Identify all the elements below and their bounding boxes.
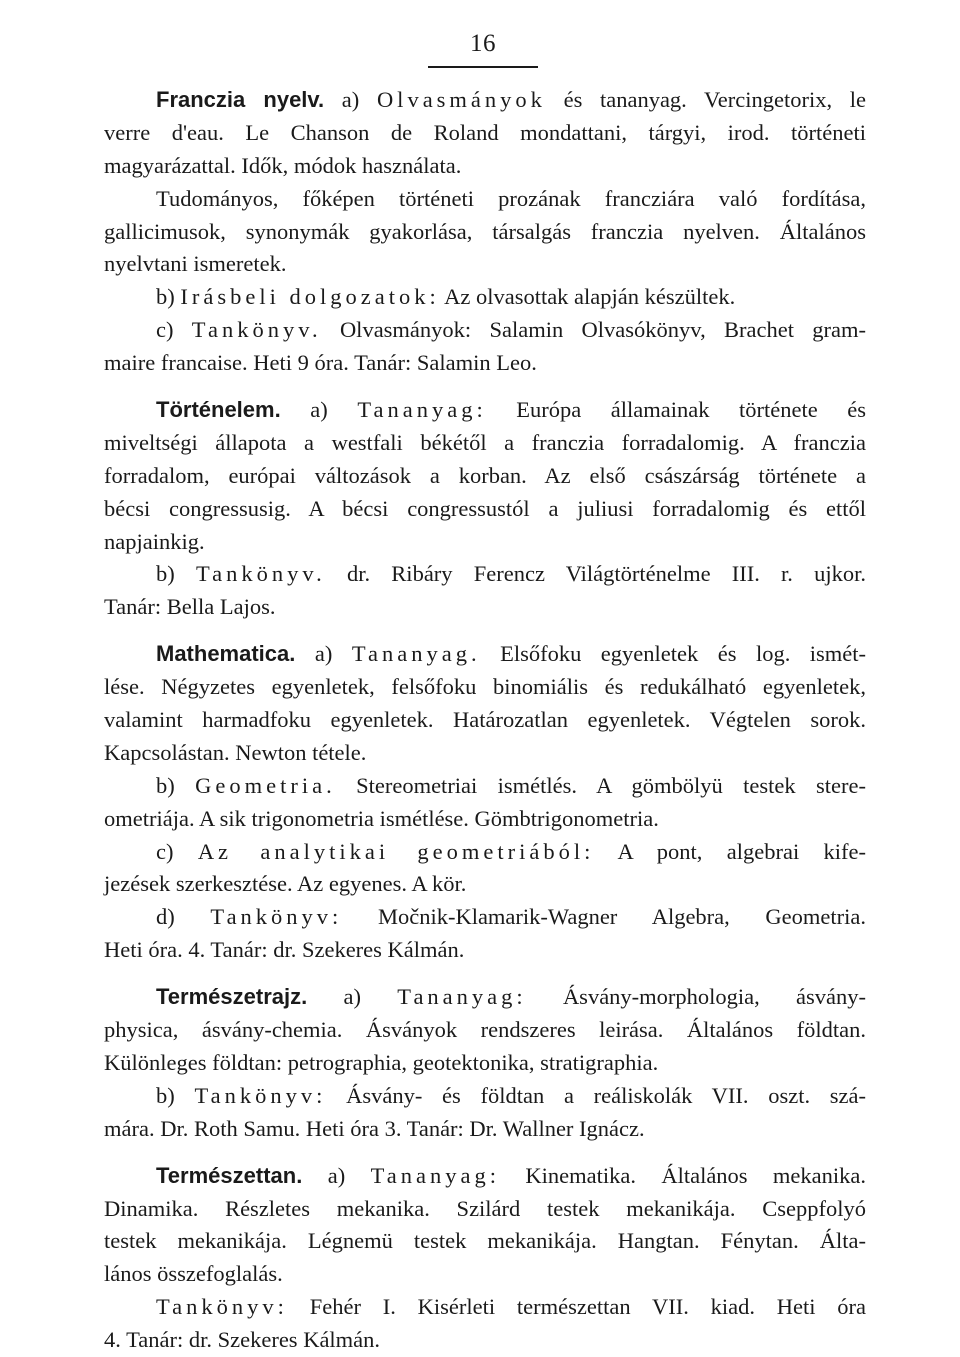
- text-line: verre d'eau. Le Chanson de Roland mondattani, tárgyi, irod. történeti: [104, 119, 866, 145]
- text-line: valamint harmadfoku egyenletek. Határozatlan egyenletek. Végtelen sorok.: [104, 707, 866, 733]
- text-line: miveltségi állapota a westfali békétől a franczia forradalomig. A franczia: [104, 429, 866, 455]
- line-text: Fehér I. Kisérleti természettan VII. kiad. Heti óra: [309, 1294, 867, 1320]
- text-line: Dinamika. Részletes mekanika. Szilárd testek mekanikája. Cseppfolyó: [104, 1195, 866, 1221]
- line-text: Ásvány- és földtan a reáliskolák VII. oszt. szá-: [346, 1082, 867, 1108]
- spaced-term: Tankönyv:: [194, 1082, 327, 1108]
- text-line: ometriája. A sik trigonometria ismétlése. Gömbtrigonometria.: [104, 805, 659, 831]
- item-label: b): [156, 772, 175, 798]
- spaced-term: Tananyag.: [351, 641, 481, 667]
- spaced-term: Olvasmányok: [376, 87, 546, 112]
- text-line: [104, 558, 866, 591]
- text-line: Tudományos, főképen történeti prozának francziára való fordítása,: [156, 185, 866, 211]
- text-line: [104, 981, 866, 1014]
- text-line: Heti óra. 4. Tanár: dr. Szekeres Kálmán.: [104, 937, 465, 963]
- item-label: c): [156, 317, 174, 343]
- spaced-term: Az analytikai geometriából:: [197, 838, 595, 864]
- text-line: Különleges földtan: petrographia, geotektonika, stratigraphia.: [104, 1049, 659, 1075]
- text-line: jezések szerkesztése. Az egyenes. A kör.: [104, 871, 467, 897]
- page-number-rule: [428, 66, 538, 68]
- text-line: mára. Dr. Roth Samu. Heti óra 3. Tanár: Dr. Wallner Ignácz.: [104, 1115, 645, 1141]
- page-body: [104, 84, 866, 1357]
- line-text: Az olvasottak alapján készültek.: [444, 284, 736, 310]
- text-line: Tanár: Bella Lajos.: [104, 594, 276, 620]
- text-line: [104, 314, 866, 347]
- text-line: magyarázattal. Idők, módok használata.: [104, 152, 462, 178]
- text-line: napjainkig.: [104, 528, 205, 554]
- item-label: c): [156, 838, 174, 864]
- item-label: b): [156, 1082, 175, 1108]
- item-label: d): [156, 904, 175, 930]
- text-line: [104, 638, 866, 671]
- line-text: Kinematika. Általános mekanika.: [525, 1162, 867, 1188]
- section-mathematica: [104, 638, 866, 967]
- text-line: [104, 394, 866, 427]
- spaced-term: Geometria.: [195, 772, 336, 798]
- page-number: 16: [470, 30, 496, 57]
- text-line: 4. Tanár: dr. Szekeres Kálmán.: [104, 1327, 381, 1353]
- section-heading: Mathematica.: [156, 641, 296, 667]
- spaced-term: Tankönyv.: [191, 317, 322, 343]
- line-text: dr. Ribáry Ferencz Világtörténelme III. r. ujkor.: [346, 561, 867, 587]
- spaced-term: Tankönyv:: [210, 904, 343, 930]
- spaced-term: Tananyag:: [357, 397, 487, 423]
- text-line: testek mekanikája. Légnemü testek mekanikája. Hangtan. Fénytan. Álta-: [104, 1228, 866, 1254]
- spaced-term: Tananyag:: [397, 984, 527, 1010]
- text-line: maire francaise. Heti 9 óra. Tanár: Salamin Leo.: [104, 350, 537, 376]
- section-heading: Természettan.: [156, 1162, 303, 1188]
- item-label: a): [310, 397, 328, 423]
- text-line: [104, 281, 866, 314]
- section-heading: Franczia nyelv.: [156, 87, 325, 112]
- text-line: [104, 770, 866, 803]
- text-line: bécsi congressusig. A bécsi congressustól a juliusi forradalomig és ettől: [104, 495, 866, 521]
- line-text: Stereometriai ismétlés. A gömbölyü testek stere-: [356, 772, 866, 798]
- text-line: nyelvtani ismeretek.: [104, 251, 287, 277]
- spaced-term: Tankönyv:: [156, 1294, 288, 1320]
- line-text: Olvasmányok: Salamin Olvasókönyv, Brachet gram-: [339, 317, 866, 343]
- line-text: Elsőfoku egyenletek és log. ismét-: [500, 641, 867, 667]
- text-line: [104, 901, 866, 934]
- text-line: [104, 1160, 866, 1193]
- text-line: lése. Négyzetes egyenletek, felsőfoku binomiális és redukálható egyenletek,: [104, 674, 866, 700]
- line-text: Európa államainak története és: [516, 397, 867, 423]
- text-line: physica, ásvány-chemia. Ásványok rendszeres leirása. Általános földtan.: [104, 1017, 866, 1043]
- item-label: b): [156, 561, 175, 587]
- section-tortenelem: [104, 394, 866, 624]
- section-francia: [104, 84, 866, 380]
- text-line: [104, 836, 866, 869]
- section-heading: Természetrajz.: [156, 984, 308, 1010]
- line-text: Ásvány-morphologia, ásvány-: [562, 984, 867, 1010]
- section-termeszetrajz: [104, 981, 866, 1145]
- spaced-term: Tankönyv.: [195, 561, 326, 587]
- line-text: és tananyag. Vercingetorix, le: [563, 87, 867, 112]
- item-label: a): [314, 641, 333, 667]
- text-line: Kapcsolástan. Newton tétele.: [104, 739, 367, 765]
- text-line: forradalom, európai változások a korban. Az első császárság története a: [104, 462, 866, 488]
- item-label: a): [343, 984, 361, 1010]
- text-line: [104, 1080, 866, 1113]
- line-text: Močnik-Klamarik-Wagner Algebra, Geometria.: [377, 904, 867, 930]
- line-text: A pont, algebrai kife-: [617, 838, 867, 864]
- text-line: [104, 84, 866, 117]
- section-heading: Történelem.: [156, 397, 281, 423]
- section-termeszettan: [104, 1160, 866, 1357]
- spaced-term: Tananyag:: [370, 1162, 500, 1188]
- item-label: a): [327, 1162, 346, 1188]
- text-line: lános összefoglalás.: [104, 1261, 283, 1287]
- item-label: b): [156, 284, 175, 310]
- spaced-term: Irásbeli dolgozatok:: [180, 284, 440, 310]
- text-line: gallicimusok, synonymák gyakorlása, társalgás franczia nyelven. Általános: [104, 218, 866, 244]
- item-label: a): [341, 87, 360, 112]
- text-line: [104, 1291, 866, 1324]
